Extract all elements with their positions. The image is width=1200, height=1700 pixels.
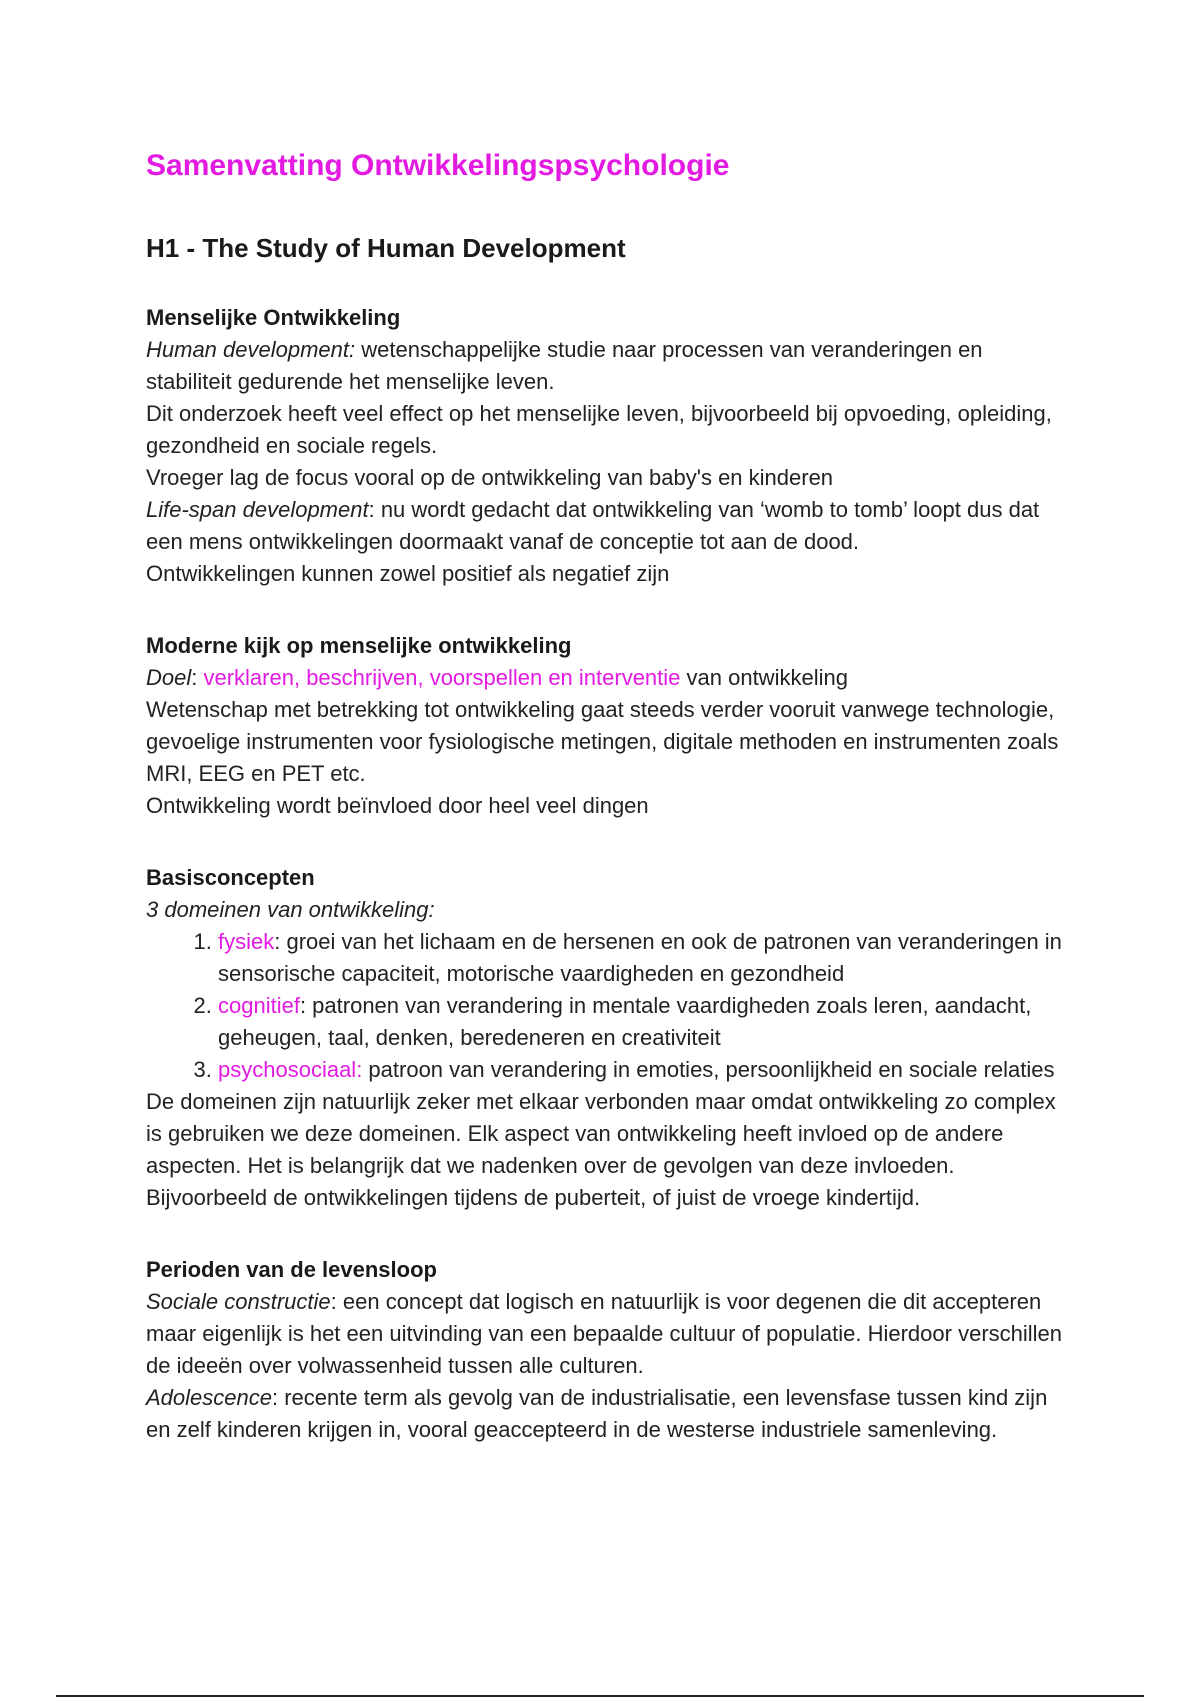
term: Doel — [146, 665, 192, 690]
section-basisconcepten — [146, 862, 1066, 1214]
term: Life-span development — [146, 497, 369, 522]
list-item — [218, 926, 1066, 990]
page-bottom-rule — [56, 1695, 1144, 1697]
term: Sociale constructie — [146, 1289, 331, 1314]
paragraph: Dit onderzoek heeft veel effect op het menselijke leven, bijvoorbeeld bij opvoeding, opleiding, gezondheid en sociale regels. — [146, 401, 1052, 458]
paragraph — [146, 334, 1066, 398]
document-title: Samenvatting Ontwikkelingspsychologie — [146, 149, 730, 182]
text: : groei van het lichaam en de hersenen en ook de patronen van veranderingen in sensorische capaciteit, motorische vaardigheden en gezondheid — [218, 929, 1062, 986]
paragraph: Wetenschap met betrekking tot ontwikkeling gaat steeds verder vooruit vanwege technologie, gevoelige instrumenten voor fysiologische metingen, digitale methoden en instrumenten zoals MRI, EEG en PET etc. — [146, 697, 1059, 786]
text: patroon van verandering in emoties, persoonlijkheid en sociale relaties — [362, 1057, 1055, 1082]
paragraph: Ontwikkelingen kunnen zowel positief als negatief zijn — [146, 561, 670, 586]
document-page — [146, 146, 1066, 1446]
text: van ontwikkeling — [680, 665, 848, 690]
text: : — [191, 665, 204, 690]
section-heading: Moderne kijk op menselijke ontwikkeling — [146, 633, 572, 658]
section-heading: Menselijke Ontwikkeling — [146, 305, 401, 330]
list-item — [218, 990, 1066, 1054]
paragraph: Ontwikkeling wordt beïnvloed door heel veel dingen — [146, 793, 649, 818]
term: cognitief — [218, 993, 300, 1018]
paragraph — [146, 494, 1066, 558]
text: : patronen van verandering in mentale vaardigheden zoals leren, aandacht, geheugen, taal, denken, beredeneren en creativiteit — [218, 993, 1032, 1050]
term: psychosociaal: — [218, 1057, 363, 1082]
highlighted-goals: verklaren, beschrijven, voorspellen en interventie — [203, 665, 681, 690]
paragraph — [146, 662, 1066, 694]
paragraph — [146, 894, 1066, 926]
paragraph — [146, 1382, 1066, 1446]
text: : recente term als gevolg van de industrialisatie, een levensfase tussen kind zijn en zelf kinderen krijgen in, vooral geaccepteerd in de westerse industriele samenleving. — [146, 1385, 1048, 1442]
term: Adolescence — [146, 1385, 272, 1410]
section-heading: Perioden van de levensloop — [146, 1257, 437, 1282]
section-heading: Basisconcepten — [146, 865, 315, 890]
paragraph: De domeinen zijn natuurlijk zeker met elkaar verbonden maar omdat ontwikkeling zo complex is gebruiken we deze domeinen. Elk aspect van ontwikkeling heeft invloed op de andere aspecten. Het is belangrijk dat we nadenken over de gevolgen van deze invloeden. Bijvoorbeeld de ontwikkelingen tijdens de puberteit, of juist de vroege kindertijd. — [146, 1089, 1056, 1210]
paragraph — [146, 1286, 1066, 1382]
text: : nu wordt gedacht dat ontwikkeling van ‘womb to tomb’ loopt dus dat een mens ontwikkelingen doormaakt vanaf de conceptie tot aan de dood. — [146, 497, 1040, 554]
section-perioden — [146, 1254, 1066, 1446]
term: Human development: — [146, 337, 356, 362]
term: 3 domeinen van ontwikkeling: — [146, 897, 435, 922]
domains-list — [146, 926, 1066, 1086]
section-menselijke-ontwikkeling — [146, 302, 1066, 590]
term: fysiek — [218, 929, 275, 954]
section-moderne-kijk — [146, 630, 1066, 822]
list-item — [218, 1054, 1066, 1086]
chapter-heading: H1 - The Study of Human Development — [146, 233, 626, 263]
text: wetenschappelijke studie naar processen van veranderingen en stabiliteit gedurende het menselijke leven. — [146, 337, 983, 394]
text: : een concept dat logisch en natuurlijk is voor degenen die dit accepteren maar eigenlijk is het een uitvinding van een bepaalde cultuur of populatie. Hierdoor verschillen de ideeën over volwassenheid tussen alle culturen. — [146, 1289, 1063, 1378]
paragraph: Vroeger lag de focus vooral op de ontwikkeling van baby's en kinderen — [146, 465, 834, 490]
